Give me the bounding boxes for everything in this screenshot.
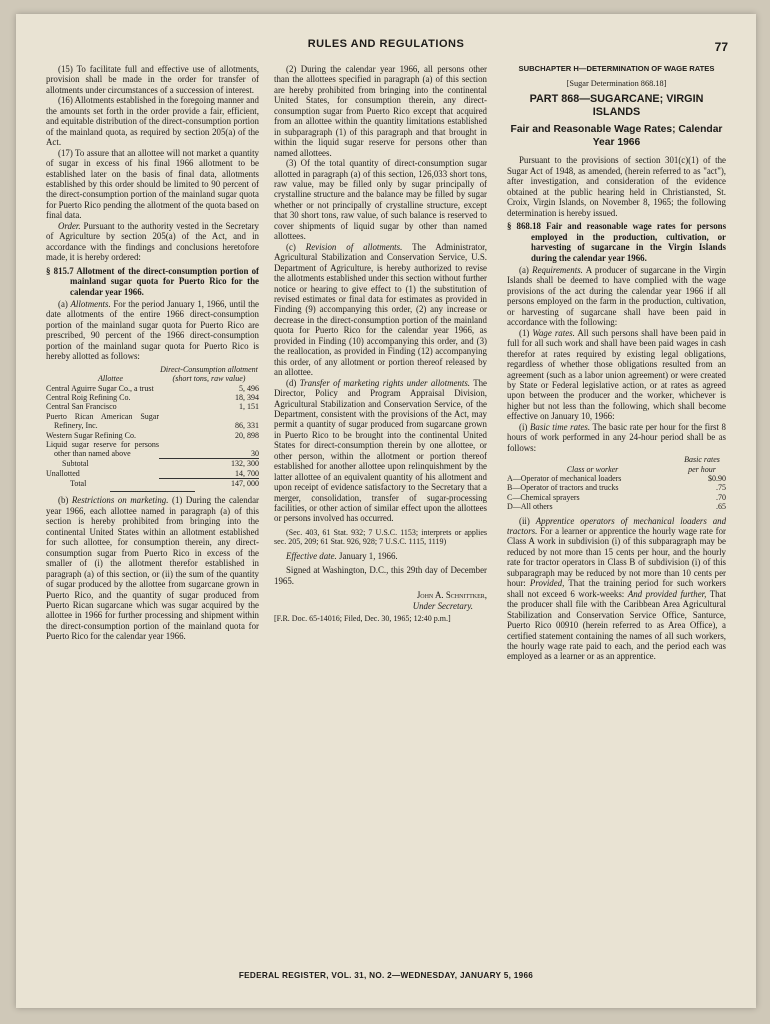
para-heading: Transfer of marketing rights under allotments. — [299, 377, 471, 388]
allotment-row-value: 5, 496 — [239, 383, 259, 393]
para-label: (a) — [58, 298, 71, 309]
column-1 — [46, 64, 259, 642]
rate-row — [507, 493, 726, 502]
subtotal-label: Subtotal — [62, 459, 89, 469]
para-text: The Administrator, Agricultural Stabilization and Conservation Service, U.S. Department of Agriculture, is hereby authorized to revise the allotments established under this section without further notice or hearing to give effect to (1) the substitution of revised estimates or final data for estimates as provided in Finding (9) accompanying this order, (2) any increase or decrease in the direct-consumption portion of the mainland quota for Puerto Rico for the calendar year 1966, as provided in Finding (10) accompanying this order, and (3) the reallocation, as provided in Finding (12) accompanying this order, of any allotment or portion thereof released by an allottee. — [274, 241, 487, 378]
para-text: For the period January 1, 1966, until the date allotments of the entire 1966 direct-consumption portion of the mainland sugar quota for Puerto Rico are prescribed, 90 percent of the 1966 direct-consumption portion of the mainland sugar quota for Puerto Rico is hereby allotted as follows: — [46, 298, 259, 362]
para-text: That the training period for such workers shall not exceed 6 work-weeks: — [507, 578, 726, 599]
allotment-row-value: 30 — [251, 448, 259, 458]
signed-statement: Signed at Washington, D.C., this 29th day of December 1965. — [274, 565, 487, 586]
para-text: The Director, Policy and Program Appraisal Division, Agricultural Stabilization and Conservation Service, of the Department, consistent with the provisions of the Act, may permit a quantity of sugar produced from sugarcane grown in Puerto Rico to be brought into the continental United States for direct-consumption therein by one allottee, or other person, within the allotment or portion thereof established for another allottee upon relinquishment by the latter allottee of an equivalent quantity of his allotment and upon receipt of evidence satisfactory to the Secretary that a merger, consolidation, transfer of sugar-processing facilities, or other action of similar effect upon the allottees or persons involved has occurred. — [274, 377, 487, 524]
allotment-row-label: Central San Francisco — [46, 402, 117, 412]
allotment-row-value: 18, 394 — [235, 392, 259, 402]
signer-title: Under Secretary. — [412, 600, 473, 611]
rate-row-value: .75 — [716, 483, 726, 493]
section-title: Fair and reasonable wage rates for persons employed in the production, cultivation, or harvesting of sugarcane in the Virgin Islands during the calendar year 1966. — [531, 221, 726, 263]
order-paragraph — [46, 221, 259, 263]
wage-rates-heading: Fair and Reasonable Wage Rates; Calendar Year 1966 — [510, 124, 723, 148]
rate-row — [507, 502, 726, 511]
allotment-row — [46, 440, 259, 459]
rate-row — [507, 483, 726, 492]
allotment-row — [46, 431, 259, 440]
allotment-row-label: Western Sugar Refining Co. — [46, 430, 137, 440]
allotment-row — [46, 402, 259, 411]
para-heading: Basic time rates. — [529, 421, 591, 432]
proviso-label: And provided further, — [627, 588, 707, 599]
table-header-value: Direct-Consumption allotment (short tons, raw value) — [160, 364, 258, 384]
subtotal-row — [46, 459, 259, 468]
subparagraph-1-wage-rates — [507, 328, 726, 422]
rate-row — [507, 474, 726, 483]
unallotted-value: 14, 700 — [235, 468, 259, 478]
column-3 — [507, 64, 726, 662]
allotment-row-label: Central Roig Refining Co. — [46, 392, 131, 402]
para-text: (1) During the calendar year 1966, each allottee named in paragraph (a) of this section is hereby prohibited from bringing into the continental United States within an allotment established for such allottee, for consumption therein, any direct-consumption sugar from Puerto Rico in excess of the smaller of (i) the allotment therefor established in paragraph (a) of this section, or (ii) the sum of the quantity of sugar produced by the allottee from sugarcane grown in Puerto Rico, and the quantity of sugar produced from Puerto Rican sugarcane which was sugar acquired by the allottee in 1966 for further processing and shipment within the direct-consumption portion of the mainland quota for Puerto Rico for the calendar year 1966. — [46, 495, 259, 642]
rate-row-label: D—All others — [507, 502, 553, 512]
allotment-row — [46, 412, 259, 431]
para-text: A producer of sugarcane in the Virgin Islands shall be deemed to have complied with the wage provisions of the act during the calendar year 1966 if all persons employed on the farm in the production, cultivation, or harvesting of sugarcane shall have been paid in accordance with the following: — [507, 264, 726, 328]
section-868-18-heading — [507, 221, 726, 263]
allotment-row-value: 1, 151 — [239, 402, 259, 412]
section-title: Allotment of the direct-consumption portion of mainland sugar quota for Puerto Rico for the calendar year 1966. — [70, 265, 259, 297]
page — [16, 14, 756, 1008]
rate-row-label: A—Operator of mechanical loaders — [507, 473, 622, 483]
effective-date-value: January 1, 1966. — [336, 550, 398, 561]
order-text: Pursuant to the authority vested in the Secretary of Agriculture by section 205(a) of the Act, and in accordance with the findings and conclusions heretofore made, it is hereby ordered: — [46, 220, 259, 263]
subparagraph-3: (3) Of the total quantity of direct-consumption sugar allotted in paragraph (a) of this section, 126,033 short tons, raw value, may be filled only by sugar principally of crystalline structure and the balance may be filled by sugar whether or not principally of crystalline structure, except that 30 short tons, raw value, of such balance is reserved to cover shipments of liquid sugar by other than named allottees. — [274, 158, 487, 242]
total-row — [46, 479, 259, 488]
rates-header-class: Class or worker — [566, 464, 619, 474]
running-header: RULES AND REGULATIONS — [307, 38, 465, 50]
para-label: (a) — [519, 264, 533, 275]
paragraph-a-requirements — [507, 265, 726, 328]
finding-16: (16) Allotments established in the foregoing manner and the amounts set forth in the order provide a fair, efficient, and equitable distribution of the direct-consumption portion of the mainland quota, as required by section 205(a) of the Act. — [46, 95, 259, 148]
para-label: (ii) — [519, 515, 536, 526]
part-heading: PART 868—SUGARCANE; VIRGIN ISLANDS — [529, 93, 704, 118]
allotment-row — [46, 384, 259, 393]
rate-row-label: C—Chemical sprayers — [507, 492, 580, 502]
paragraph-c-revision — [274, 242, 487, 378]
para-label: (i) — [519, 421, 530, 432]
subtotal-value: 132, 300 — [231, 459, 259, 469]
allotment-row-value: 20, 898 — [235, 430, 259, 440]
para-label: (d) — [286, 377, 300, 388]
para-heading: Requirements. — [532, 264, 583, 275]
paragraph-a-allotments — [46, 299, 259, 362]
allotment-row-label: Puerto Rican American Sugar Refinery, Inc. — [46, 411, 159, 431]
signer-name: John A. Schnittker, — [416, 590, 487, 601]
rates-table — [507, 455, 726, 511]
finding-15: (15) To facilitate full and effective use of allotments, provision shall be made in the order for transfer of allotments under circumstances of a succession of interest. — [46, 64, 259, 95]
section-number: § 868.18 — [507, 221, 541, 232]
page-footer: FEDERAL REGISTER, VOL. 31, NO. 2—WEDNESDAY, JANUARY 5, 1966 — [238, 971, 534, 980]
para-label: (b) — [58, 495, 72, 506]
para-text: All such persons shall have been paid in full for all such work and shall have been paid wages in cash therefor at rates required by existing legal obligations, regardless of whether those obligations resulted from an agreement (such as a labor union agreement) or were created by State or Federal legislative action, or at rates as agreed upon between the producer and the worker, whichever is higher but not less than the following, which shall become effective on January 10, 1966: — [507, 327, 726, 422]
unallotted-label: Unallotted — [46, 468, 80, 478]
para-heading: Revision of allotments. — [305, 241, 403, 252]
para-heading: Wage rates. — [532, 327, 575, 338]
statutory-citation: (Sec. 403, 61 Stat. 932; 7 U.S.C. 1153; interprets or applies sec. 205, 209; 61 Stat. 926, 928; 7 U.S.C. 1115, 1119) — [274, 527, 487, 547]
allotment-row-label: Central Aguirre Sugar Co., a trust — [46, 383, 154, 393]
determination-number: [Sugar Determination 868.18] — [566, 79, 667, 88]
total-value: 147, 000 — [231, 479, 259, 489]
section-815-7-heading — [46, 265, 259, 297]
allotment-row-value: 86, 331 — [235, 421, 259, 431]
total-label: Total — [70, 479, 87, 489]
intro-paragraph: Pursuant to the provisions of section 301(c)(1) of the Sugar Act of 1948, as amended, (herein referred to as "act"), after investigation, and consideration of the evidence obtained at the public hearing held in Christiansted, St. Croix, Virgin Islands, on November 8, 1965; the following determination is hereby issued. — [507, 155, 726, 218]
para-label: (c) — [286, 241, 306, 252]
para-text: That the producer shall file with the Caribbean Area Agricultural Stabilization and Conservation Service Office, Santurce, Puerto Rico 00910 (herein referred to as Area Office), a certified statement containing the names of all such workers, the hourly wage rate paid to each, and the period each was employed as a learner or as an apprentice. — [507, 588, 726, 662]
allotment-table — [46, 365, 259, 496]
effective-date — [274, 551, 487, 561]
rate-row-value: .65 — [716, 502, 726, 512]
table-header-allottee: Allottee — [98, 374, 123, 384]
rate-row-value: $0.90 — [708, 473, 726, 483]
paragraph-b-restrictions — [46, 495, 259, 641]
subdivision-i-basic-rates — [507, 422, 726, 453]
para-heading: Allotments. — [70, 298, 111, 309]
column-2 — [274, 64, 487, 624]
proviso-label: Provided, — [529, 578, 565, 589]
paragraph-d-transfer — [274, 378, 487, 524]
finding-17: (17) To assure that an allottee will not market a quantity of sugar in excess of his final 1966 allotment to be established later on the basis of final data, allotments established by this order should be limited to 90 percent of the direct-consumption portion of the mainland sugar quota for Puerto Rico pending the allotment of the quota based on final data. — [46, 147, 259, 221]
para-heading: Restrictions on marketing. — [71, 495, 169, 506]
para-label: (1) — [519, 327, 533, 338]
fr-doc-filing: [F.R. Doc. 65-14016; Filed, Dec. 30, 1965; 12:40 p.m.] — [274, 614, 451, 624]
rate-row-value: .70 — [716, 492, 726, 502]
page-number: 77 — [714, 40, 728, 54]
allotment-row — [46, 393, 259, 402]
rate-row-label: B—Operator of tractors and trucks — [507, 483, 619, 493]
subparagraph-2: (2) During the calendar year 1966, all persons other than the allottees specified in paragraph (a) of this section are hereby prohibited from bringing into the continental United States, for consumption therein, any direct-consumption sugar from Puerto Rico except that acquired from an allottee within the quantity limitations established in subparagraph (1) of this paragraph and that brought in within the liquid sugar reserve for persons other than named allottees. — [274, 64, 487, 158]
section-number: § 815.7 — [46, 265, 74, 276]
unallotted-row — [46, 469, 259, 479]
order-label: Order. — [58, 220, 81, 231]
subdivision-ii-apprentice — [507, 516, 726, 662]
para-text: For a learner or apprentice the hourly wage rate for Class A work in subdivision (i) of this subparagraph may be reduced by not more than 15 cents per hour, and the hourly rate for tractor operators in Class B of subdivision (i) of this subparagraph may be reduced by not more than 10 cents per hour: — [507, 526, 726, 589]
para-heading: Apprentice operators of mechanical loaders and tractors. — [507, 515, 726, 537]
rates-header-rate: Basic rates per hour — [684, 455, 720, 474]
allotment-row-label: Liquid sugar reserve for persons other than named above — [46, 439, 159, 459]
subchapter-heading: SUBCHAPTER H—DETERMINATION OF WAGE RATES — [518, 64, 715, 73]
effective-date-label: Effective date. — [286, 550, 337, 561]
para-text: The basic rate per hour for the first 8 hours of work performed in any 24-hour period shall be as follows: — [507, 421, 726, 453]
